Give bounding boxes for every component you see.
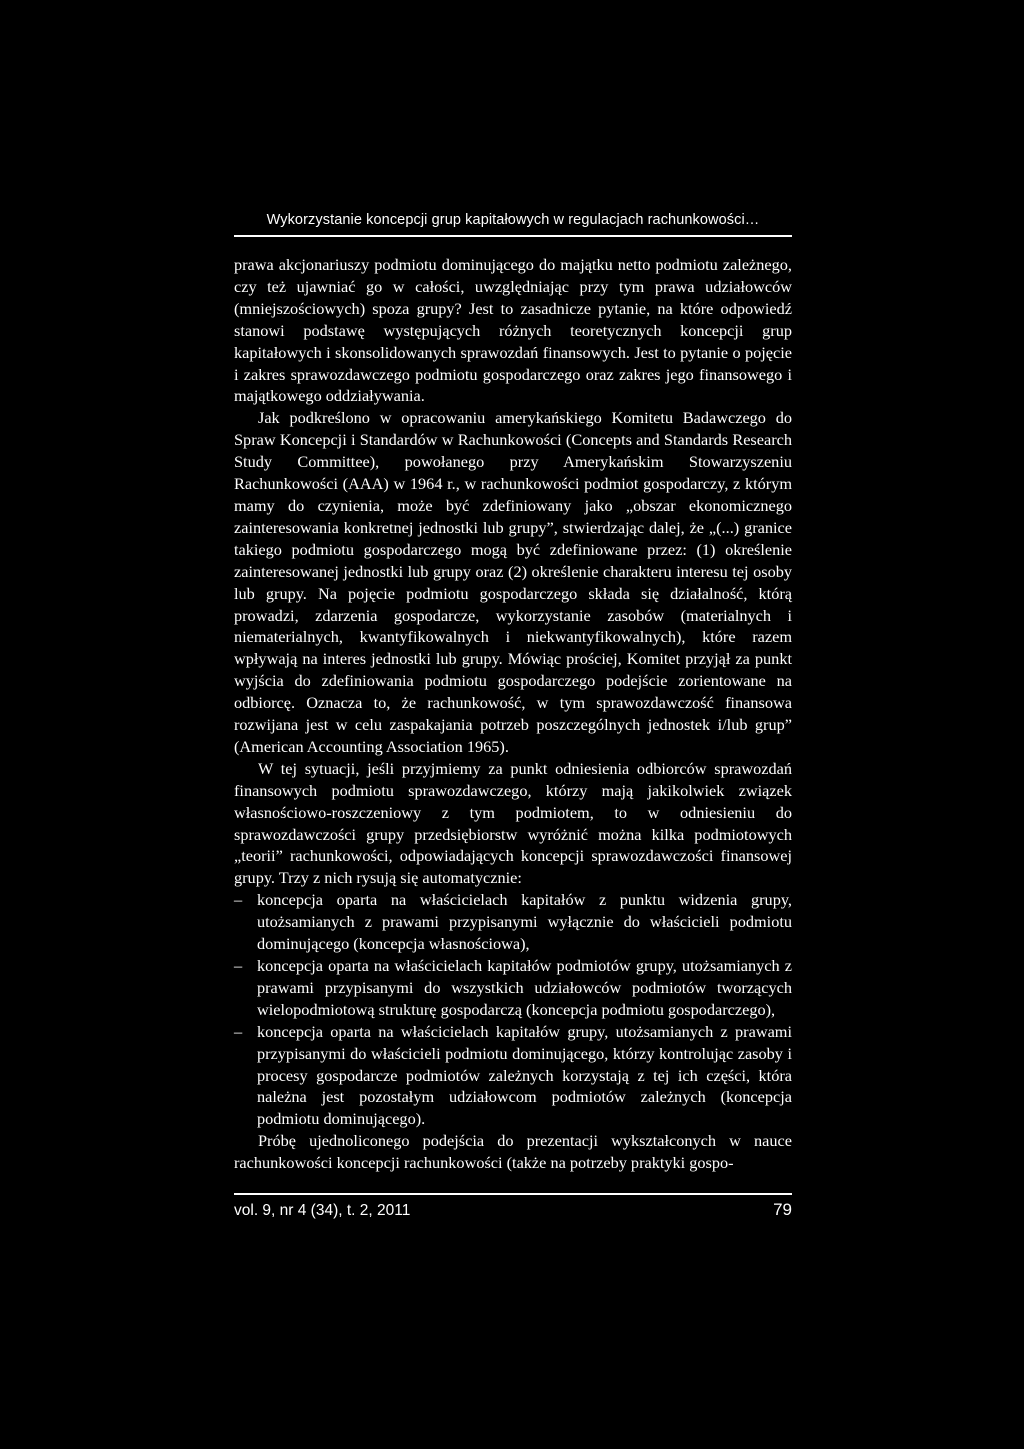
paragraph-continuation: prawa akcjonariuszy podmiotu dominującego do majątku netto podmiotu zależnego, czy też ujawniać go w całości, uwzględniając przy tym prawa udziałowców (mniejszościowych) spoza grupy? Jest to zasadnicze pytanie, na które odpowiedź stanowi podstawę występujących różnych teoretycznych koncepcji grup kapitałowych i skonsolidowanych sprawozdań finansowych. Jest to pytanie o pojęcie i zakres sprawozdawczego podmiotu gospodarczego oraz zakres jego finansowego i majątkowego oddziaływania.	[234, 255, 792, 406]
list-item-text: koncepcja oparta na właścicielach kapitałów podmiotów grupy, utożsamianych z prawami przypisanymi do wszystkich udziałowców podmiotów tworzących wielopodmiotową strukturę gospodarczą (koncepcja podmiotu gospodarczego),	[257, 956, 792, 1019]
list-item-text: koncepcja oparta na właścicielach kapitałów z punktu widzenia grupy, utożsamianych z prawami przypisanymi wyłącznie do właścicieli podmiotu dominującego (koncepcja własnościowa),	[257, 890, 792, 954]
list-item-text: koncepcja oparta na właścicielach kapitałów grupy, utożsamianych z prawami przypisanymi do właścicieli podmiotu dominującego, którzy kontrolując zasoby i procesy gospodarcze podmiotów zależnych korzystają z tej ich części, która należna jest pozostałym udziałowcom podmiotów zależnych (koncepcja podmiotu dominującego).	[257, 1021, 792, 1129]
dash-bullet: –	[234, 1021, 243, 1041]
journal-issue: vol. 9, nr 4 (34), t. 2, 2011	[234, 1202, 411, 1219]
dash-bullet: –	[234, 956, 243, 975]
page-number: 79	[773, 1200, 792, 1219]
list-item	[234, 1021, 792, 1131]
paragraph-recipients-theories: W tej sytuacji, jeśli przyjmiemy za punkt odniesienia odbiorców sprawozdań finansowych podmiotu sprawozdawczego, którzy mają jakikolwiek związek własnościowo-roszczeniowy z tym podmiotem, to w odniesieniu do sprawozdawczości grupy przedsiębiorstw wyróżnić można kilka podmiotowych „teorii” rachunkowości, odpowiadających koncepcji sprawozdawczości finansowej grupy. Trzy z nich rysują się automatycznie:	[234, 758, 792, 888]
paragraph-closing: Próbę ujednoliconego podejścia do prezentacji wykształconych w nauce rachunkowości koncepcji rachunkowości (także na potrzeby praktyki gospo-	[234, 1131, 792, 1173]
footer-rule	[234, 1193, 792, 1195]
concepts-list	[234, 889, 792, 1130]
dash-bullet: –	[234, 890, 243, 910]
header-rule	[234, 235, 792, 237]
list-item	[234, 955, 792, 1021]
running-header: Wykorzystanie koncepcji grup kapitałowych w regulacjach rachunkowości…	[266, 212, 760, 228]
article-body	[234, 254, 792, 1174]
paragraph-committee-definition: Jak podkreślono w opracowaniu amerykańskiego Komitetu Badawczego do Spraw Koncepcji i Standardów w Rachunkowości (Concepts and Standards Research Study Committee), powołanego przy Amerykańskim Stowarzyszeniu Rachunkowości (AAA) w 1964 r., w rachunkowości podmiot gospodarczy, z którym mamy do czynienia, może być zdefiniowany jako „obszar ekonomicznego zainteresowania konkretnej jednostki lub grupy”, stwierdzając dalej, że „(...) granice takiego podmiotu gospodarczego mogą być zdefiniowane przez: (1) określenie zainteresowanej jednostki lub grupy oraz (2) określenie charakteru interesu tej osoby lub grupy. Na pojęcie podmiotu gospodarczego składa się działalność, którą prowadzi, zdarzenia gospodarcze, wykorzystanie zasobów (materialnych i niematerialnych, kwantyfikowalnych i niekwantyfikowalnych), które razem wpływają na interes jednostki lub grupy. Mówiąc prościej, Komitet przyjął za punkt wyjścia do zdefiniowania podmiotu gospodarczego podejście zorientowane na odbiorcę. Oznacza to, że rachunkowość, w tym sprawozdawczość finansowa rozwijana jest w celu zaspakajania potrzeb poszczególnych jednostek i/lub grup” (American Accounting Association 1965).	[234, 408, 792, 756]
list-item	[234, 889, 792, 955]
